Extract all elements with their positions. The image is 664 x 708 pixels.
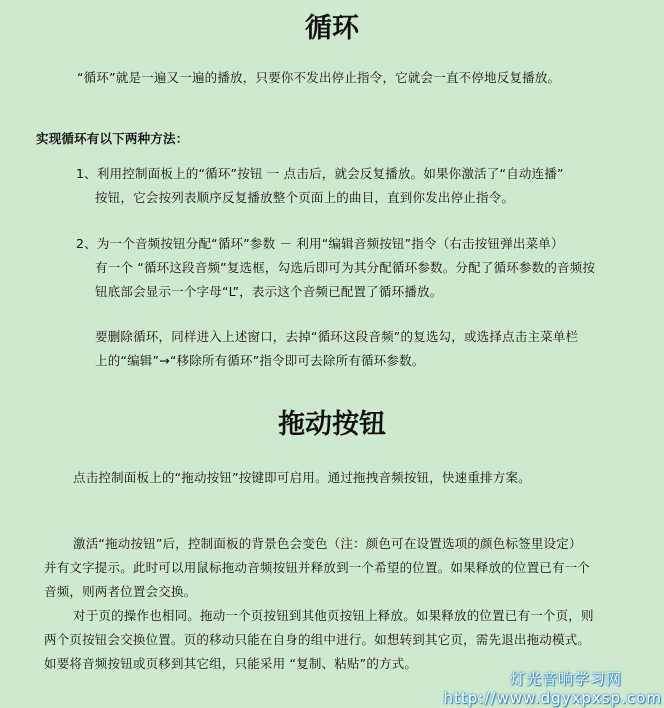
section-title-drag: 拖动按钮 (278, 409, 386, 440)
site-watermark (444, 670, 662, 708)
loop-method2-line3: 钮底部会显示一个字母“L”，表示这个音频已配置了循环播放。 (95, 284, 443, 299)
drag-intro: 点击控制面板上的“拖动按钮”按键即可启用。通过拖拽音频按钮，快速重排方案。 (73, 470, 531, 485)
loop-remove-line1: 要删除循环，同样进入上述窗口，去掉“循环这段音频”的复选勾，或选择点击主菜单栏 (95, 329, 579, 344)
drag-para1-line1: 激活“拖动按钮”后，控制面板的背景色会变色（注：颜色可在设置选项的颜色标签里设定） (73, 536, 582, 551)
drag-para2-line3: 如要将音频按钮或页移到其它组，只能采用 “复制、粘贴”的方式。 (44, 656, 418, 671)
loop-intro: “循环”就是一遍又一遍的播放，只要你不发出停止指令，它就会一直不停地反复播放。 (77, 70, 561, 85)
loop-method1-line2: 按钮，它会按列表顺序反复播放整个页面上的曲目，直到你发出停止指令。 (95, 190, 515, 205)
loop-methods-heading: 实现循环有以下两种方法： (36, 131, 189, 146)
drag-para2-line2: 两个页按钮会交换位置。页的移动只能在自身的组中进行。如想转到其它页，需先退出拖动模式。 (44, 632, 591, 647)
section-title-loop: 循环 (305, 13, 359, 44)
watermark-site-name: 灯光音响学习网 (509, 670, 622, 688)
loop-remove-line2: 上的“编辑”→“移除所有循环”指令即可去除所有循环参数。 (95, 353, 425, 368)
loop-method2-line2: 有一个 “循环这段音频”复选框，勾选后即可为其分配循环参数。分配了循环参数的音频按 (95, 260, 596, 275)
watermark-site-url: http://www.dgyxpxsp.com (443, 689, 662, 707)
drag-para1-line3: 音频，则两者位置会交换。 (44, 584, 197, 599)
drag-para1-line2: 并有文字提示。此时可以用鼠标拖动音频按钮并释放到一个希望的位置。如果释放的位置已有一个 (44, 560, 591, 575)
drag-para2-line1: 对于页的操作也相同。拖动一个页按钮到其他页按钮上释放。如果释放的位置已有一个页，则 (73, 608, 594, 623)
loop-method1-line1: 1、利用控制面板上的“循环”按钮 一 点击后，就会反复播放。如果你激活了“自动连播” (76, 166, 564, 181)
loop-method2-line1: 2、为一个音频按钮分配“循环”参数 － 利用“编辑音频按钮”指令（右击按钮弹出菜单） (76, 236, 564, 251)
